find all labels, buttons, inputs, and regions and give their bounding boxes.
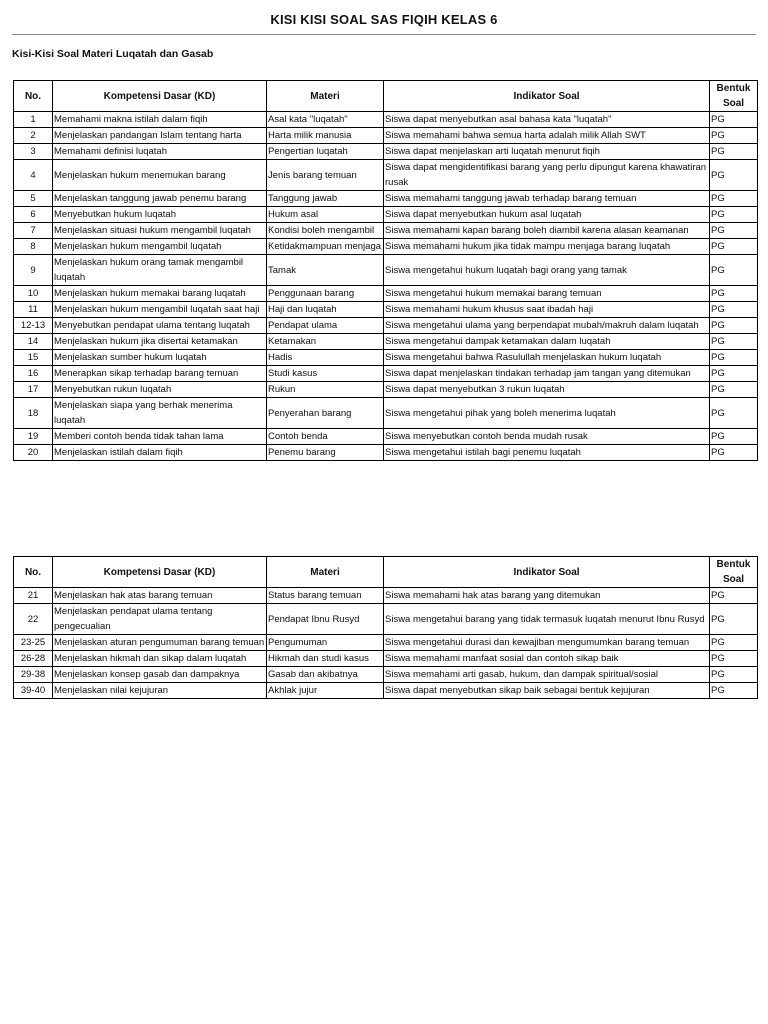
cell-indikator: Siswa memahami manfaat sosial dan contoh sikap baik xyxy=(384,651,710,667)
table-row xyxy=(14,382,758,398)
table-2-body xyxy=(14,588,758,699)
cell-bentuk-soal: PG xyxy=(710,604,758,635)
cell-materi: Pendapat Ibnu Rusyd xyxy=(267,604,384,635)
cell-materi: Jenis barang temuan xyxy=(267,160,384,191)
table-row xyxy=(14,398,758,429)
table-row xyxy=(14,207,758,223)
cell-kompetensi-dasar: Menjelaskan hukum memakai barang luqatah xyxy=(53,286,267,302)
cell-materi: Pengertian luqatah xyxy=(267,144,384,160)
cell-bentuk-soal: PG xyxy=(710,334,758,350)
cell-bentuk-soal: PG xyxy=(710,302,758,318)
cell-bentuk-soal: PG xyxy=(710,382,758,398)
cell-kompetensi-dasar: Menjelaskan hukum jika disertai ketamakan xyxy=(53,334,267,350)
cell-materi: Akhlak jujur xyxy=(267,683,384,699)
cell-materi: Tamak xyxy=(267,255,384,286)
cell-kompetensi-dasar: Menjelaskan istilah dalam fiqih xyxy=(53,445,267,461)
cell-indikator: Siswa dapat menyebutkan sikap baik sebagai bentuk kejujuran xyxy=(384,683,710,699)
cell-kompetensi-dasar: Menyebutkan pendapat ulama tentang luqatah xyxy=(53,318,267,334)
cell-kompetensi-dasar: Menjelaskan sumber hukum luqatah xyxy=(53,350,267,366)
cell-indikator: Siswa memahami hukum jika tidak mampu menjaga barang luqatah xyxy=(384,239,710,255)
cell-bentuk-soal: PG xyxy=(710,239,758,255)
cell-materi: Studi kasus xyxy=(267,366,384,382)
cell-no: 2 xyxy=(14,128,53,144)
cell-indikator: Siswa dapat menjelaskan arti luqatah menurut fiqih xyxy=(384,144,710,160)
table-row xyxy=(14,588,758,604)
cell-no: 17 xyxy=(14,382,53,398)
table-1-body xyxy=(14,112,758,461)
table-row xyxy=(14,112,758,128)
cell-bentuk-soal: PG xyxy=(710,223,758,239)
cell-kompetensi-dasar: Menjelaskan aturan pengumuman barang temuan xyxy=(53,635,267,651)
cell-bentuk-soal: PG xyxy=(710,191,758,207)
cell-kompetensi-dasar: Menjelaskan hukum mengambil luqatah saat haji xyxy=(53,302,267,318)
header-bentuk-line2: Soal xyxy=(722,574,745,585)
cell-no: 22 xyxy=(14,604,53,635)
cell-no: 3 xyxy=(14,144,53,160)
cell-no: 12-13 xyxy=(14,318,53,334)
cell-no: 21 xyxy=(14,588,53,604)
cell-no: 26-28 xyxy=(14,651,53,667)
cell-bentuk-soal: PG xyxy=(710,445,758,461)
kisi-table-1 xyxy=(13,80,758,461)
cell-no: 19 xyxy=(14,429,53,445)
cell-no: 8 xyxy=(14,239,53,255)
table-row xyxy=(14,239,758,255)
cell-no: 20 xyxy=(14,445,53,461)
table-row xyxy=(14,366,758,382)
header-no: No. xyxy=(14,81,53,112)
cell-no: 1 xyxy=(14,112,53,128)
cell-bentuk-soal: PG xyxy=(710,144,758,160)
cell-materi: Pengumuman xyxy=(267,635,384,651)
cell-kompetensi-dasar: Memahami definisi luqatah xyxy=(53,144,267,160)
header-bentuk-line1: Bentuk xyxy=(716,559,751,570)
cell-materi: Penyerahan barang xyxy=(267,398,384,429)
table-row xyxy=(14,445,758,461)
cell-kompetensi-dasar: Menjelaskan siapa yang berhak menerima luqatah xyxy=(53,398,267,429)
document-title: KISI KISI SOAL SAS FIQIH KELAS 6 xyxy=(270,12,498,27)
header-indikator: Indikator Soal xyxy=(384,81,710,112)
table-row xyxy=(14,350,758,366)
cell-no: 10 xyxy=(14,286,53,302)
table-row xyxy=(14,144,758,160)
cell-no: 15 xyxy=(14,350,53,366)
cell-kompetensi-dasar: Menjelaskan hukum mengambil luqatah xyxy=(53,239,267,255)
table-row xyxy=(14,651,758,667)
cell-bentuk-soal: PG xyxy=(710,255,758,286)
cell-kompetensi-dasar: Menjelaskan konsep gasab dan dampaknya xyxy=(53,667,267,683)
cell-no: 39-40 xyxy=(14,683,53,699)
title-divider xyxy=(12,34,756,35)
cell-materi: Haji dan luqatah xyxy=(267,302,384,318)
cell-no: 6 xyxy=(14,207,53,223)
cell-indikator: Siswa dapat menyebutkan 3 rukun luqatah xyxy=(384,382,710,398)
cell-no: 23-25 xyxy=(14,635,53,651)
cell-bentuk-soal: PG xyxy=(710,286,758,302)
header-bentuk-line1: Bentuk xyxy=(716,83,751,94)
table-row xyxy=(14,334,758,350)
table-row xyxy=(14,604,758,635)
cell-kompetensi-dasar: Menjelaskan hikmah dan sikap dalam luqatah xyxy=(53,651,267,667)
table-header-row xyxy=(14,81,758,112)
cell-materi: Penemu barang xyxy=(267,445,384,461)
cell-materi: Rukun xyxy=(267,382,384,398)
cell-materi: Hadis xyxy=(267,350,384,366)
cell-kompetensi-dasar: Memahami makna istilah dalam fiqih xyxy=(53,112,267,128)
cell-indikator: Siswa memahami hak atas barang yang ditemukan xyxy=(384,588,710,604)
table-header-row xyxy=(14,557,758,588)
cell-materi: Hikmah dan studi kasus xyxy=(267,651,384,667)
cell-materi: Ketidakmampuan menjaga xyxy=(267,239,384,255)
cell-materi: Hukum asal xyxy=(267,207,384,223)
cell-indikator: Siswa dapat menjelaskan tindakan terhadap jam tangan yang ditemukan xyxy=(384,366,710,382)
cell-bentuk-soal: PG xyxy=(710,160,758,191)
cell-bentuk-soal: PG xyxy=(710,429,758,445)
cell-kompetensi-dasar: Menjelaskan pandangan Islam tentang harta xyxy=(53,128,267,144)
cell-kompetensi-dasar: Menjelaskan nilai kejujuran xyxy=(53,683,267,699)
table-row xyxy=(14,429,758,445)
cell-materi: Pendapat ulama xyxy=(267,318,384,334)
cell-bentuk-soal: PG xyxy=(710,683,758,699)
cell-bentuk-soal: PG xyxy=(710,651,758,667)
cell-kompetensi-dasar: Menyebutkan hukum luqatah xyxy=(53,207,267,223)
cell-indikator: Siswa memahami bahwa semua harta adalah milik Allah SWT xyxy=(384,128,710,144)
header-materi: Materi xyxy=(267,557,384,588)
cell-indikator: Siswa dapat menyebutkan hukum asal luqatah xyxy=(384,207,710,223)
cell-indikator: Siswa menyebutkan contoh benda mudah rusak xyxy=(384,429,710,445)
cell-indikator: Siswa mengetahui ulama yang berpendapat mubah/makruh dalam luqatah xyxy=(384,318,710,334)
cell-indikator: Siswa mengetahui istilah bagi penemu luqatah xyxy=(384,445,710,461)
cell-bentuk-soal: PG xyxy=(710,112,758,128)
cell-no: 14 xyxy=(14,334,53,350)
header-kd: Kompetensi Dasar (KD) xyxy=(53,557,267,588)
cell-bentuk-soal: PG xyxy=(710,588,758,604)
header-no: No. xyxy=(14,557,53,588)
cell-no: 9 xyxy=(14,255,53,286)
header-indikator: Indikator Soal xyxy=(384,557,710,588)
cell-kompetensi-dasar: Menjelaskan hak atas barang temuan xyxy=(53,588,267,604)
table-row xyxy=(14,667,758,683)
cell-indikator: Siswa memahami tanggung jawab terhadap barang temuan xyxy=(384,191,710,207)
table-row xyxy=(14,318,758,334)
cell-bentuk-soal: PG xyxy=(710,667,758,683)
cell-bentuk-soal: PG xyxy=(710,207,758,223)
table-row xyxy=(14,635,758,651)
table-row xyxy=(14,286,758,302)
header-kd: Kompetensi Dasar (KD) xyxy=(53,81,267,112)
table-row xyxy=(14,683,758,699)
cell-no: 7 xyxy=(14,223,53,239)
header-bentuk xyxy=(710,557,758,588)
cell-indikator: Siswa dapat menyebutkan asal bahasa kata "luqatah" xyxy=(384,112,710,128)
cell-no: 16 xyxy=(14,366,53,382)
cell-materi: Penggunaan barang xyxy=(267,286,384,302)
cell-kompetensi-dasar: Menjelaskan hukum orang tamak mengambil luqatah xyxy=(53,255,267,286)
header-bentuk xyxy=(710,81,758,112)
cell-bentuk-soal: PG xyxy=(710,398,758,429)
cell-bentuk-soal: PG xyxy=(710,128,758,144)
cell-no: 5 xyxy=(14,191,53,207)
cell-indikator: Siswa dapat mengidentifikasi barang yang perlu dipungut karena khawatiran rusak xyxy=(384,160,710,191)
document-subtitle: Kisi-Kisi Soal Materi Luqatah dan Gasab xyxy=(12,48,214,60)
cell-materi: Ketamakan xyxy=(267,334,384,350)
cell-materi: Gasab dan akibatnya xyxy=(267,667,384,683)
table-row xyxy=(14,160,758,191)
cell-materi: Harta milik manusia xyxy=(267,128,384,144)
header-materi: Materi xyxy=(267,81,384,112)
cell-indikator: Siswa mengetahui bahwa Rasulullah menjelaskan hukum luqatah xyxy=(384,350,710,366)
kisi-table-2 xyxy=(13,556,758,699)
cell-materi: Status barang temuan xyxy=(267,588,384,604)
cell-indikator: Siswa mengetahui pihak yang boleh menerima luqatah xyxy=(384,398,710,429)
cell-bentuk-soal: PG xyxy=(710,350,758,366)
cell-materi: Contoh benda xyxy=(267,429,384,445)
table-row xyxy=(14,191,758,207)
table-row xyxy=(14,128,758,144)
table-row xyxy=(14,255,758,286)
cell-indikator: Siswa memahami arti gasab, hukum, dan dampak spiritual/sosial xyxy=(384,667,710,683)
cell-no: 4 xyxy=(14,160,53,191)
cell-indikator: Siswa memahami hukum khusus saat ibadah haji xyxy=(384,302,710,318)
cell-no: 29-38 xyxy=(14,667,53,683)
cell-kompetensi-dasar: Menjelaskan tanggung jawab penemu barang xyxy=(53,191,267,207)
table-row xyxy=(14,302,758,318)
cell-kompetensi-dasar: Menjelaskan hukum menemukan barang xyxy=(53,160,267,191)
header-bentuk-line2: Soal xyxy=(722,98,745,109)
cell-indikator: Siswa mengetahui hukum memakai barang temuan xyxy=(384,286,710,302)
cell-indikator: Siswa mengetahui hukum luqatah bagi orang yang tamak xyxy=(384,255,710,286)
cell-kompetensi-dasar: Menjelaskan situasi hukum mengambil luqatah xyxy=(53,223,267,239)
cell-bentuk-soal: PG xyxy=(710,366,758,382)
cell-materi: Tanggung jawab xyxy=(267,191,384,207)
cell-no: 11 xyxy=(14,302,53,318)
cell-indikator: Siswa mengetahui dampak ketamakan dalam luqatah xyxy=(384,334,710,350)
cell-indikator: Siswa mengetahui barang yang tidak termasuk luqatah menurut Ibnu Rusyd xyxy=(384,604,710,635)
cell-bentuk-soal: PG xyxy=(710,318,758,334)
cell-materi: Kondisi boleh mengambil xyxy=(267,223,384,239)
cell-kompetensi-dasar: Menyebutkan rukun luqatah xyxy=(53,382,267,398)
cell-materi: Asal kata "luqatah" xyxy=(267,112,384,128)
cell-kompetensi-dasar: Menerapkan sikap terhadap barang temuan xyxy=(53,366,267,382)
cell-kompetensi-dasar: Menjelaskan pendapat ulama tentang pengecualian xyxy=(53,604,267,635)
cell-indikator: Siswa memahami kapan barang boleh diambil karena alasan keamanan xyxy=(384,223,710,239)
cell-kompetensi-dasar: Memberi contoh benda tidak tahan lama xyxy=(53,429,267,445)
table-row xyxy=(14,223,758,239)
cell-indikator: Siswa mengetahui durasi dan kewajiban mengumumkan barang temuan xyxy=(384,635,710,651)
cell-no: 18 xyxy=(14,398,53,429)
cell-bentuk-soal: PG xyxy=(710,635,758,651)
